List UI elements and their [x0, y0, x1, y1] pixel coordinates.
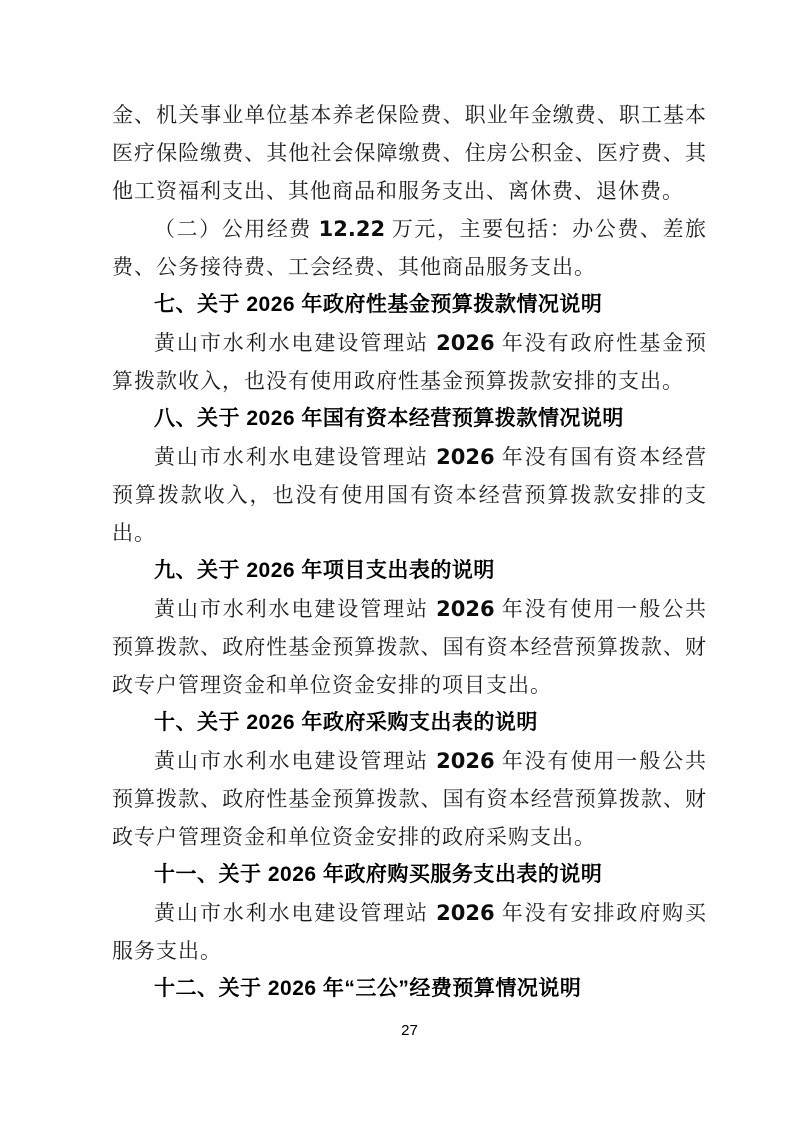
heading-section-8: 八、关于 2026 年国有资本经营预算拨款情况说明	[154, 407, 624, 430]
text-run-post: 年没有使用一般公共预算拨款、政府性基金预算拨款、国有资本经营预算拨款、财政专户管理资金和单位资金安排的项目支出。	[112, 597, 708, 697]
text-run-post: 年没有国有资本经营预算拨款收入，也没有使用国有资本经营预算拨款安排的支出。	[112, 445, 708, 545]
text-run-pre: 黄山市水利水电建设管理站	[154, 331, 437, 355]
text-run-post: 年没有安排政府购买服务支出。	[112, 901, 708, 963]
text-run-pre: 黄山市水利水电建设管理站	[154, 597, 437, 621]
text-run-post: 年没有使用一般公共预算拨款、政府性基金预算拨款、国有资本经营预算拨款、财政专户管理资金和单位资金安排的政府采购支出。	[112, 749, 708, 849]
amount-value: 12.22	[318, 217, 386, 241]
text-run-post: 年没有政府性基金预算拨款收入，也没有使用政府性基金预算拨款安排的支出。	[112, 331, 708, 393]
year-value: 2026	[436, 749, 495, 773]
page-content	[112, 96, 707, 1008]
text-run-pre: 黄山市水利水电建设管理站	[154, 901, 437, 925]
paragraph-section-10	[112, 742, 707, 856]
paragraph-public-funds	[112, 210, 707, 286]
year-value: 2026	[436, 597, 495, 621]
text-run-pre: 黄山市水利水电建设管理站	[154, 749, 437, 773]
paragraph-personnel-expenses: 金、机关事业单位基本养老保险费、职业年金缴费、职工基本医疗保险缴费、其他社会保障缴费、住房公积金、医疗费、其他工资福利支出、其他商品和服务支出、离休费、退休费。	[112, 103, 707, 203]
page-number: 27	[401, 1022, 418, 1039]
heading-section-12: 十二、关于 2026 年“三公”经费预算情况说明	[154, 977, 582, 1000]
paragraph-section-9	[112, 590, 707, 704]
year-value: 2026	[436, 901, 495, 925]
heading-section-7: 七、关于 2026 年政府性基金预算拨款情况说明	[154, 293, 603, 316]
paragraph-section-7	[112, 324, 707, 400]
paragraph-section-11	[112, 894, 707, 970]
paragraph-section-8	[112, 438, 707, 552]
heading-section-11: 十一、关于 2026 年政府购买服务支出表的说明	[154, 863, 603, 886]
year-value: 2026	[436, 331, 495, 355]
text-run-pre: （二）公用经费	[154, 217, 319, 241]
heading-section-9: 九、关于 2026 年项目支出表的说明	[154, 559, 495, 582]
text-run-post: 万元，主要包括：办公费、差旅费、公务接待费、工会经费、其他商品服务支出。	[112, 217, 708, 279]
year-value: 2026	[436, 445, 495, 469]
text-run-pre: 黄山市水利水电建设管理站	[154, 445, 437, 469]
heading-section-10: 十、关于 2026 年政府采购支出表的说明	[154, 711, 538, 734]
